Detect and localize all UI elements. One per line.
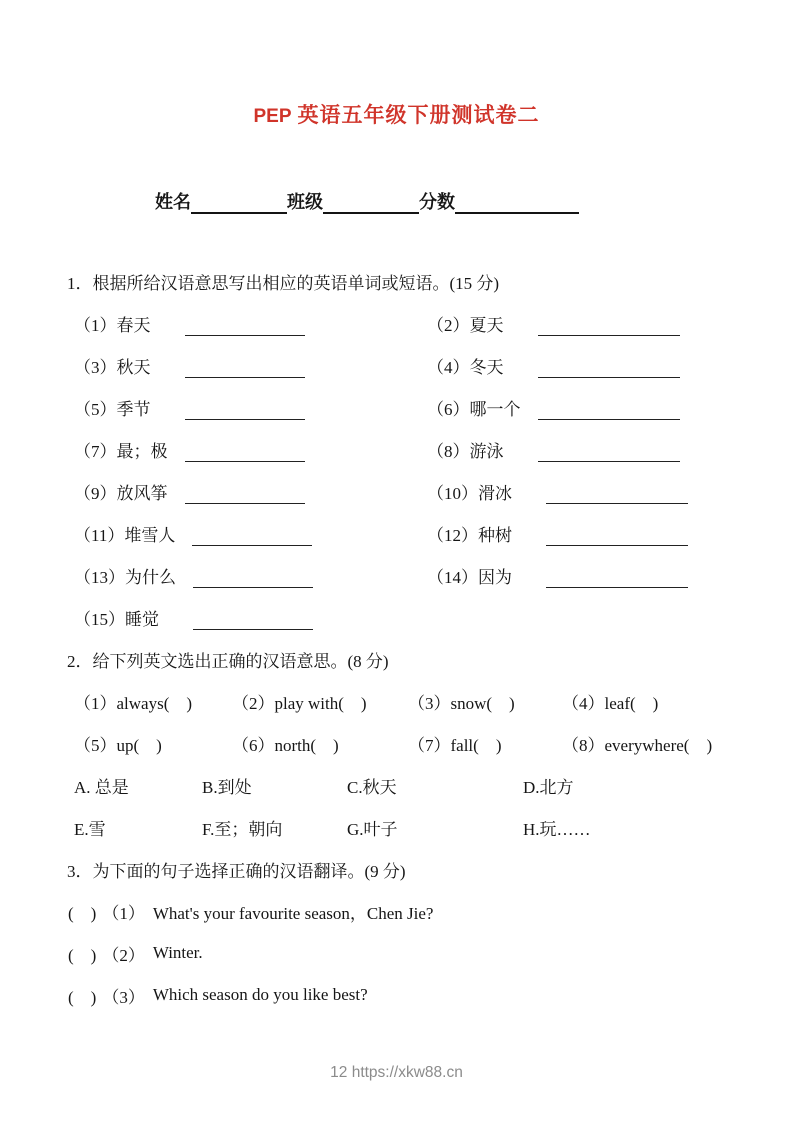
item-number: （5） <box>74 735 117 755</box>
item-number: （3） <box>408 693 451 713</box>
fill-item-12 <box>419 512 743 554</box>
item-number: （6） <box>232 735 275 755</box>
item-number: （2） <box>427 315 470 335</box>
section3-heading: 3．为下面的句子选择正确的汉语翻译。(9 分) <box>67 861 406 881</box>
fill-item-8 <box>419 428 743 470</box>
item-label: 放风筝 <box>116 483 168 503</box>
header-fields-line <box>155 188 579 214</box>
item-number: （5） <box>74 399 117 419</box>
class-blank <box>323 193 419 214</box>
item-label: 最；极 <box>116 441 168 461</box>
item-number: （11） <box>74 525 125 545</box>
fill-item-3 <box>66 344 419 386</box>
page-footer <box>0 1064 793 1082</box>
item-label: 冬天 <box>469 357 504 377</box>
answer-bracket: ( ) <box>68 987 97 1007</box>
item-number: （2） <box>102 945 145 965</box>
fill-item-6 <box>419 386 743 428</box>
answer-blank <box>538 405 680 420</box>
answer-blank <box>192 531 312 546</box>
item-text: up( ) <box>116 735 162 755</box>
fill-item-4 <box>419 344 743 386</box>
title-prefix: PEP <box>253 106 292 127</box>
option-b: B.到处 <box>202 777 252 797</box>
item-label: 睡觉 <box>125 609 159 629</box>
sentence-text: Winter. <box>152 943 203 962</box>
answer-blank <box>185 405 305 420</box>
answer-blank <box>193 615 313 630</box>
item-number: （13） <box>74 567 125 587</box>
answer-bracket: ( ) <box>68 903 97 923</box>
fill-item-9 <box>66 470 419 512</box>
item-number: （9） <box>74 483 117 503</box>
item-number: （3） <box>74 357 117 377</box>
answer-blank <box>193 573 313 588</box>
answer-blank <box>546 489 688 504</box>
fill-item-5 <box>66 386 419 428</box>
translate-item-1 <box>66 890 743 932</box>
sentence-text: What's your favourite season，Chen Jie? <box>152 903 434 923</box>
match-item-2 <box>232 689 408 714</box>
answer-blank <box>538 321 680 336</box>
item-text: leaf( ) <box>604 693 659 713</box>
item-number: （1） <box>74 315 117 335</box>
page-title <box>0 99 793 129</box>
item-label: 秋天 <box>116 357 151 377</box>
item-number: （8） <box>427 441 470 461</box>
answer-blank <box>546 573 688 588</box>
item-number: （8） <box>562 735 605 755</box>
answer-blank <box>538 363 680 378</box>
option-d: D.北方 <box>523 777 574 797</box>
fill-item-1 <box>66 302 419 344</box>
option-a: A. 总是 <box>74 777 129 797</box>
item-number: （15） <box>74 609 125 629</box>
fill-item-14 <box>419 554 743 596</box>
item-label: 为什么 <box>125 567 176 587</box>
section1-heading: 1．根据所给汉语意思写出相应的英语单词或短语。(15 分) <box>67 273 500 293</box>
item-number: （7） <box>408 735 451 755</box>
item-text: play with( ) <box>274 693 367 713</box>
item-number: （3） <box>102 987 145 1007</box>
section2-heading: 2．给下列英文选出正确的汉语意思。(8 分) <box>67 651 389 671</box>
item-label: 游泳 <box>469 441 504 461</box>
fill-item-15 <box>66 596 419 638</box>
translate-item-3 <box>66 974 743 1016</box>
option-h: H.玩…… <box>523 819 591 839</box>
translate-item-2 <box>66 932 743 974</box>
match-item-8 <box>562 731 712 756</box>
answer-blank <box>185 363 305 378</box>
footer-url: https://xkw88.cn <box>351 1064 463 1081</box>
score-blank <box>455 193 579 214</box>
match-item-7 <box>408 731 562 756</box>
item-number: （10） <box>427 483 478 503</box>
score-field-label: 分数 <box>419 192 455 212</box>
item-label: 春天 <box>116 315 151 335</box>
item-number: （14） <box>427 567 478 587</box>
answer-blank <box>185 321 305 336</box>
option-c: C.秋天 <box>347 777 397 797</box>
worksheet-body <box>66 260 743 1016</box>
item-number: （2） <box>232 693 275 713</box>
fill-item-11 <box>66 512 419 554</box>
fill-item-7 <box>66 428 419 470</box>
match-item-3 <box>408 689 562 714</box>
item-number: （6） <box>427 399 470 419</box>
answer-blank <box>185 489 305 504</box>
item-text: fall( ) <box>450 735 502 755</box>
match-item-1 <box>74 689 232 714</box>
item-text: snow( ) <box>450 693 515 713</box>
item-label: 夏天 <box>469 315 504 335</box>
answer-blank <box>538 447 680 462</box>
class-field-label: 班级 <box>287 192 323 212</box>
item-label: 种树 <box>478 525 512 545</box>
section2-row-1 <box>66 680 743 722</box>
fill-item-2 <box>419 302 743 344</box>
item-text: north( ) <box>274 735 339 755</box>
match-item-5 <box>74 731 232 756</box>
item-label: 哪一个 <box>469 399 521 419</box>
item-label: 季节 <box>116 399 151 419</box>
answer-blank <box>546 531 688 546</box>
item-number: （1） <box>74 693 117 713</box>
item-text: everywhere( ) <box>604 735 713 755</box>
option-f: F.至；朝向 <box>202 819 283 839</box>
item-number: （4） <box>562 693 605 713</box>
match-item-4 <box>562 689 658 714</box>
section2-options-row-1 <box>66 764 743 806</box>
item-label: 堆雪人 <box>124 525 176 545</box>
item-number: （12） <box>427 525 478 545</box>
answer-blank <box>185 447 305 462</box>
section2-options-row-2 <box>66 806 743 848</box>
fill-item-10 <box>419 470 743 512</box>
name-blank <box>191 193 287 214</box>
option-e: E.雪 <box>74 819 106 839</box>
page-number: 12 <box>330 1064 348 1081</box>
item-number: （7） <box>74 441 117 461</box>
answer-bracket: ( ) <box>68 945 97 965</box>
match-item-6 <box>232 731 408 756</box>
section1-items <box>66 302 743 638</box>
option-g: G.叶子 <box>347 819 398 839</box>
item-text: always( ) <box>116 693 193 713</box>
section2-row-2 <box>66 722 743 764</box>
item-number: （1） <box>102 903 145 923</box>
sentence-text: Which season do you like best? <box>152 985 368 1004</box>
item-label: 滑冰 <box>478 483 512 503</box>
title-main: 英语五年级下册测试卷二 <box>297 103 540 127</box>
item-label: 因为 <box>478 567 512 587</box>
fill-item-13 <box>66 554 419 596</box>
item-number: （4） <box>427 357 470 377</box>
name-field-label: 姓名 <box>155 192 191 212</box>
